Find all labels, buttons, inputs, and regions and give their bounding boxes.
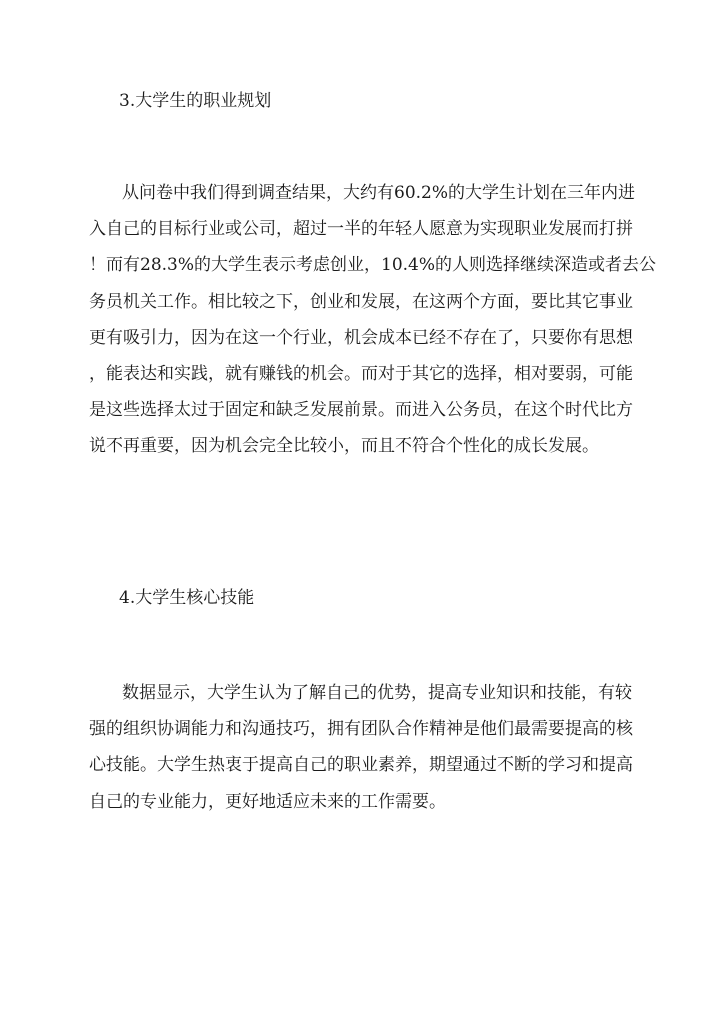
paragraph-line: 入自己的目标行业或公司，超过一半的年轻人愿意为实现职业发展而打拼	[89, 219, 633, 240]
section-4-heading: 4.大学生核心技能	[119, 588, 255, 608]
paragraph-line: ，能表达和实践，就有赚钱的机会。而对于其它的选择，相对要弱，可能	[89, 363, 633, 384]
paragraph-line: 自己的专业能力，更好地适应未来的工作需要。	[89, 791, 446, 812]
paragraph-line: 心技能。大学生热衷于提高自己的职业素养，期望通过不断的学习和提高	[89, 755, 633, 776]
paragraph-line: 是这些选择太过于固定和缺乏发展前景。而进入公务员，在这个时代比方	[89, 400, 633, 421]
section-4-paragraph	[89, 675, 633, 820]
paragraph-line: 说不再重要，因为机会完全比较小，而且不符合个性化的成长发展。	[89, 436, 599, 457]
paragraph-line: 强的组织协调能力和沟通技巧，拥有团队合作精神是他们最需要提高的核	[89, 719, 633, 740]
paragraph-line: 更有吸引力，因为在这一个行业，机会成本已经不存在了，只要你有思想	[89, 327, 633, 348]
paragraph-line: ！而有28.3%的大学生表示考虑创业，10.4%的人则选择继续深造或者去公	[89, 255, 657, 276]
paragraph-line: 数据显示，大学生认为了解自己的优势，提高专业知识和技能，有较	[122, 683, 632, 703]
section-3-heading: 3.大学生的职业规划	[119, 91, 272, 111]
paragraph-line: 务员机关工作。相比较之下，创业和发展，在这两个方面，要比其它事业	[89, 291, 633, 312]
section-3-paragraph	[89, 175, 657, 465]
paragraph-line: 从问卷中我们得到调查结果，大约有60.2%的大学生计划在三年内进	[122, 183, 636, 203]
